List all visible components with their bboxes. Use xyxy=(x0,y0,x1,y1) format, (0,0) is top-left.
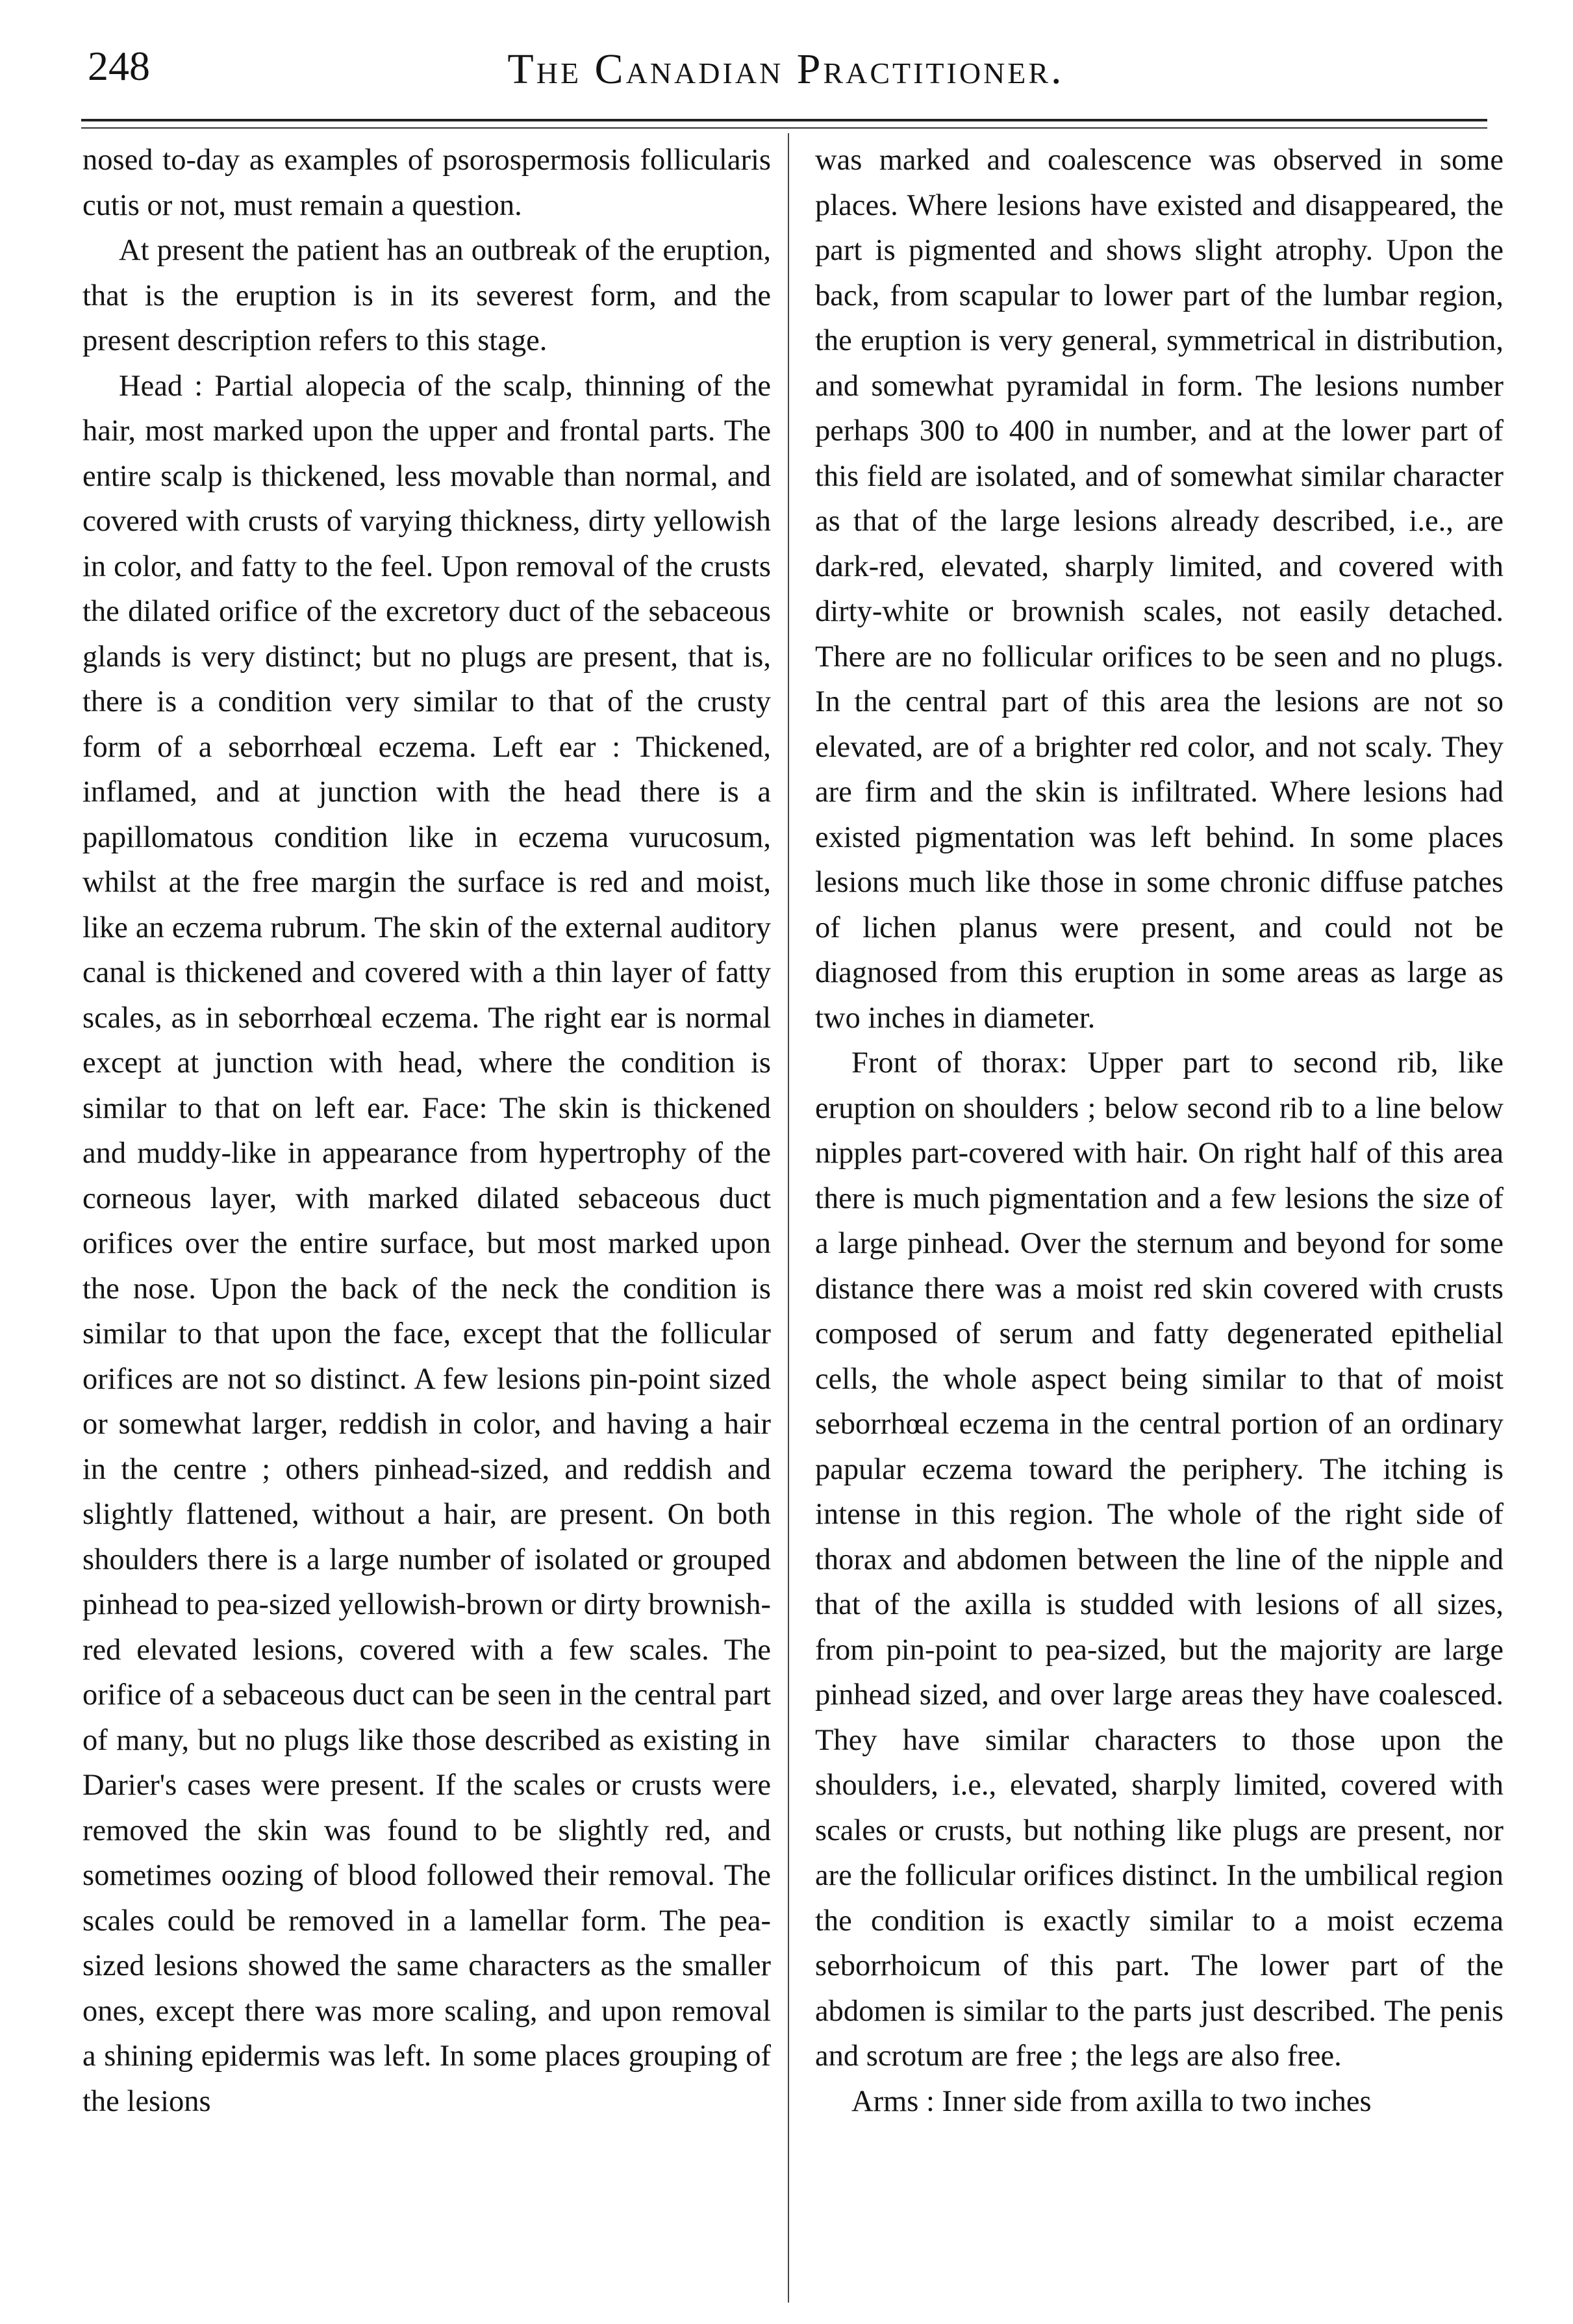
left-paragraph-2: At present the patient has an outbreak of the eruption, that is the eruption is in its severest form, and the present description refers to this stage. xyxy=(82,234,771,357)
right-paragraph-1: was marked and coalescence was observed in some places. Where lesions have existed and disappeared, the part is pigmented and shows slight atrophy. Upon the back, from scapular to lower part of the lumbar region, the eruption is very general, symmetrical in distribution, and somewhat pyramidal in form. The lesions number perhaps 300 to 400 in number, and at the lower part of this field are isolated, and of somewhat similar character as that of the large lesions already described, i.e., are dark-red, elevated, sharply limited, and covered with dirty-white or brownish scales, not easily detached. There are no follicular orifices to be seen and no plugs. In the central part of this area the lesions are not so elevated, are of a brighter red color, and not scaly. They are firm and the skin is infiltrated. Where lesions had existed pigmentation was left behind. In some places lesions much like those in some chronic diffuse patches of lichen planus were present, and could not be diagnosed from this eruption in some areas as large as two inches in diameter. xyxy=(815,144,1504,1035)
right-paragraph-2: Front of thorax: Upper part to second rib, like eruption on shoulders ; below second rib to a line below nipples part-covered with hair. On right half of this area there is much pigmentation and a few lesions the size of a large pinhead. Over the sternum and beyond for some distance there was a moist red skin covered with crusts composed of serum and fatty degenerated epithelial cells, the whole aspect being similar to that of moist seborrhœal eczema in the central portion of an ordinary papular eczema toward the periphery. The itching is intense in this region. The whole of the right side of thorax and abdomen between the line of the nipple and that of the axilla is studded with lesions of all sizes, from pin-point to pea-sized, but the majority are large pinhead sized, and over large areas they have coalesced. They have similar characters to those upon the shoulders, i.e., elevated, sharply limited, covered with scales or crusts, but nothing like plugs are present, nor are the follicular orifices distinct. In the umbilical region the condition is exactly similar to a moist eczema seborrhoicum of this part. The lower part of the abdomen is similar to the parts just described. The penis and scrotum are free ; the legs are also free. xyxy=(815,1046,1504,2073)
column-divider xyxy=(788,133,789,2303)
page-number: 248 xyxy=(88,43,150,89)
left-paragraph-1: nosed to-day as examples of psorospermosis follicularis cutis or not, must remain a question. xyxy=(82,144,771,222)
left-paragraph-3: Head : Partial alopecia of the scalp, thinning of the hair, most marked upon the upper and frontal parts. The entire scalp is thickened, less movable than normal, and covered with crusts of varying thickness, dirty yellowish in color, and fatty to the feel. Upon removal of the crusts the dilated orifice of the excretory duct of the sebaceous glands is very distinct; but no plugs are present, that is, there is a condition very similar to that of the crusty form of a seborrhœal eczema. Left ear : Thickened, inflamed, and at junction with the head there is a papillomatous condition like in eczema vurucosum, whilst at the free margin the surface is red and moist, like an eczema rubrum. The skin of the external auditory canal is thickened and covered with a thin layer of fatty scales, as in seborrhœal eczema. The right ear is normal except at junction with head, where the condition is similar to that on left ear. Face: The skin is thickened and muddy-like in appearance from hypertrophy of the corneous layer, with marked dilated sebaceous duct orifices over the entire surface, but most marked upon the nose. Upon the back of the neck the condition is similar to that upon the face, except that the follicular orifices are not so distinct. A few lesions pin-point sized or somewhat larger, reddish in color, and having a hair in the centre ; others pinhead-sized, and reddish and slightly flattened, without a hair, are present. On both shoulders there is a large number of isolated or grouped pinhead to pea-sized yellowish-brown or dirty brownish-red elevated lesions, covered with a few scales. The orifice of a sebaceous duct can be seen in the central part of many, but no plugs like those described as existing in Darier's cases were present. If the scales or crusts were removed the skin was found to be slightly red, and sometimes oozing of blood followed their removal. The scales could be removed in a lamellar form. The pea-sized lesions showed the same characters as the smaller ones, except there was more scaling, and upon removal a shining epidermis was left. In some places grouping of the lesions xyxy=(82,369,771,2118)
left-column xyxy=(82,138,771,2124)
header-rule-thick xyxy=(81,119,1487,121)
journal-title: The Canadian Practitioner. xyxy=(507,45,1064,93)
running-head xyxy=(81,40,1491,112)
right-column xyxy=(815,138,1504,2124)
right-paragraph-3: Arms : Inner side from axilla to two inches xyxy=(851,2084,1372,2118)
header-rule-thin xyxy=(81,127,1487,129)
